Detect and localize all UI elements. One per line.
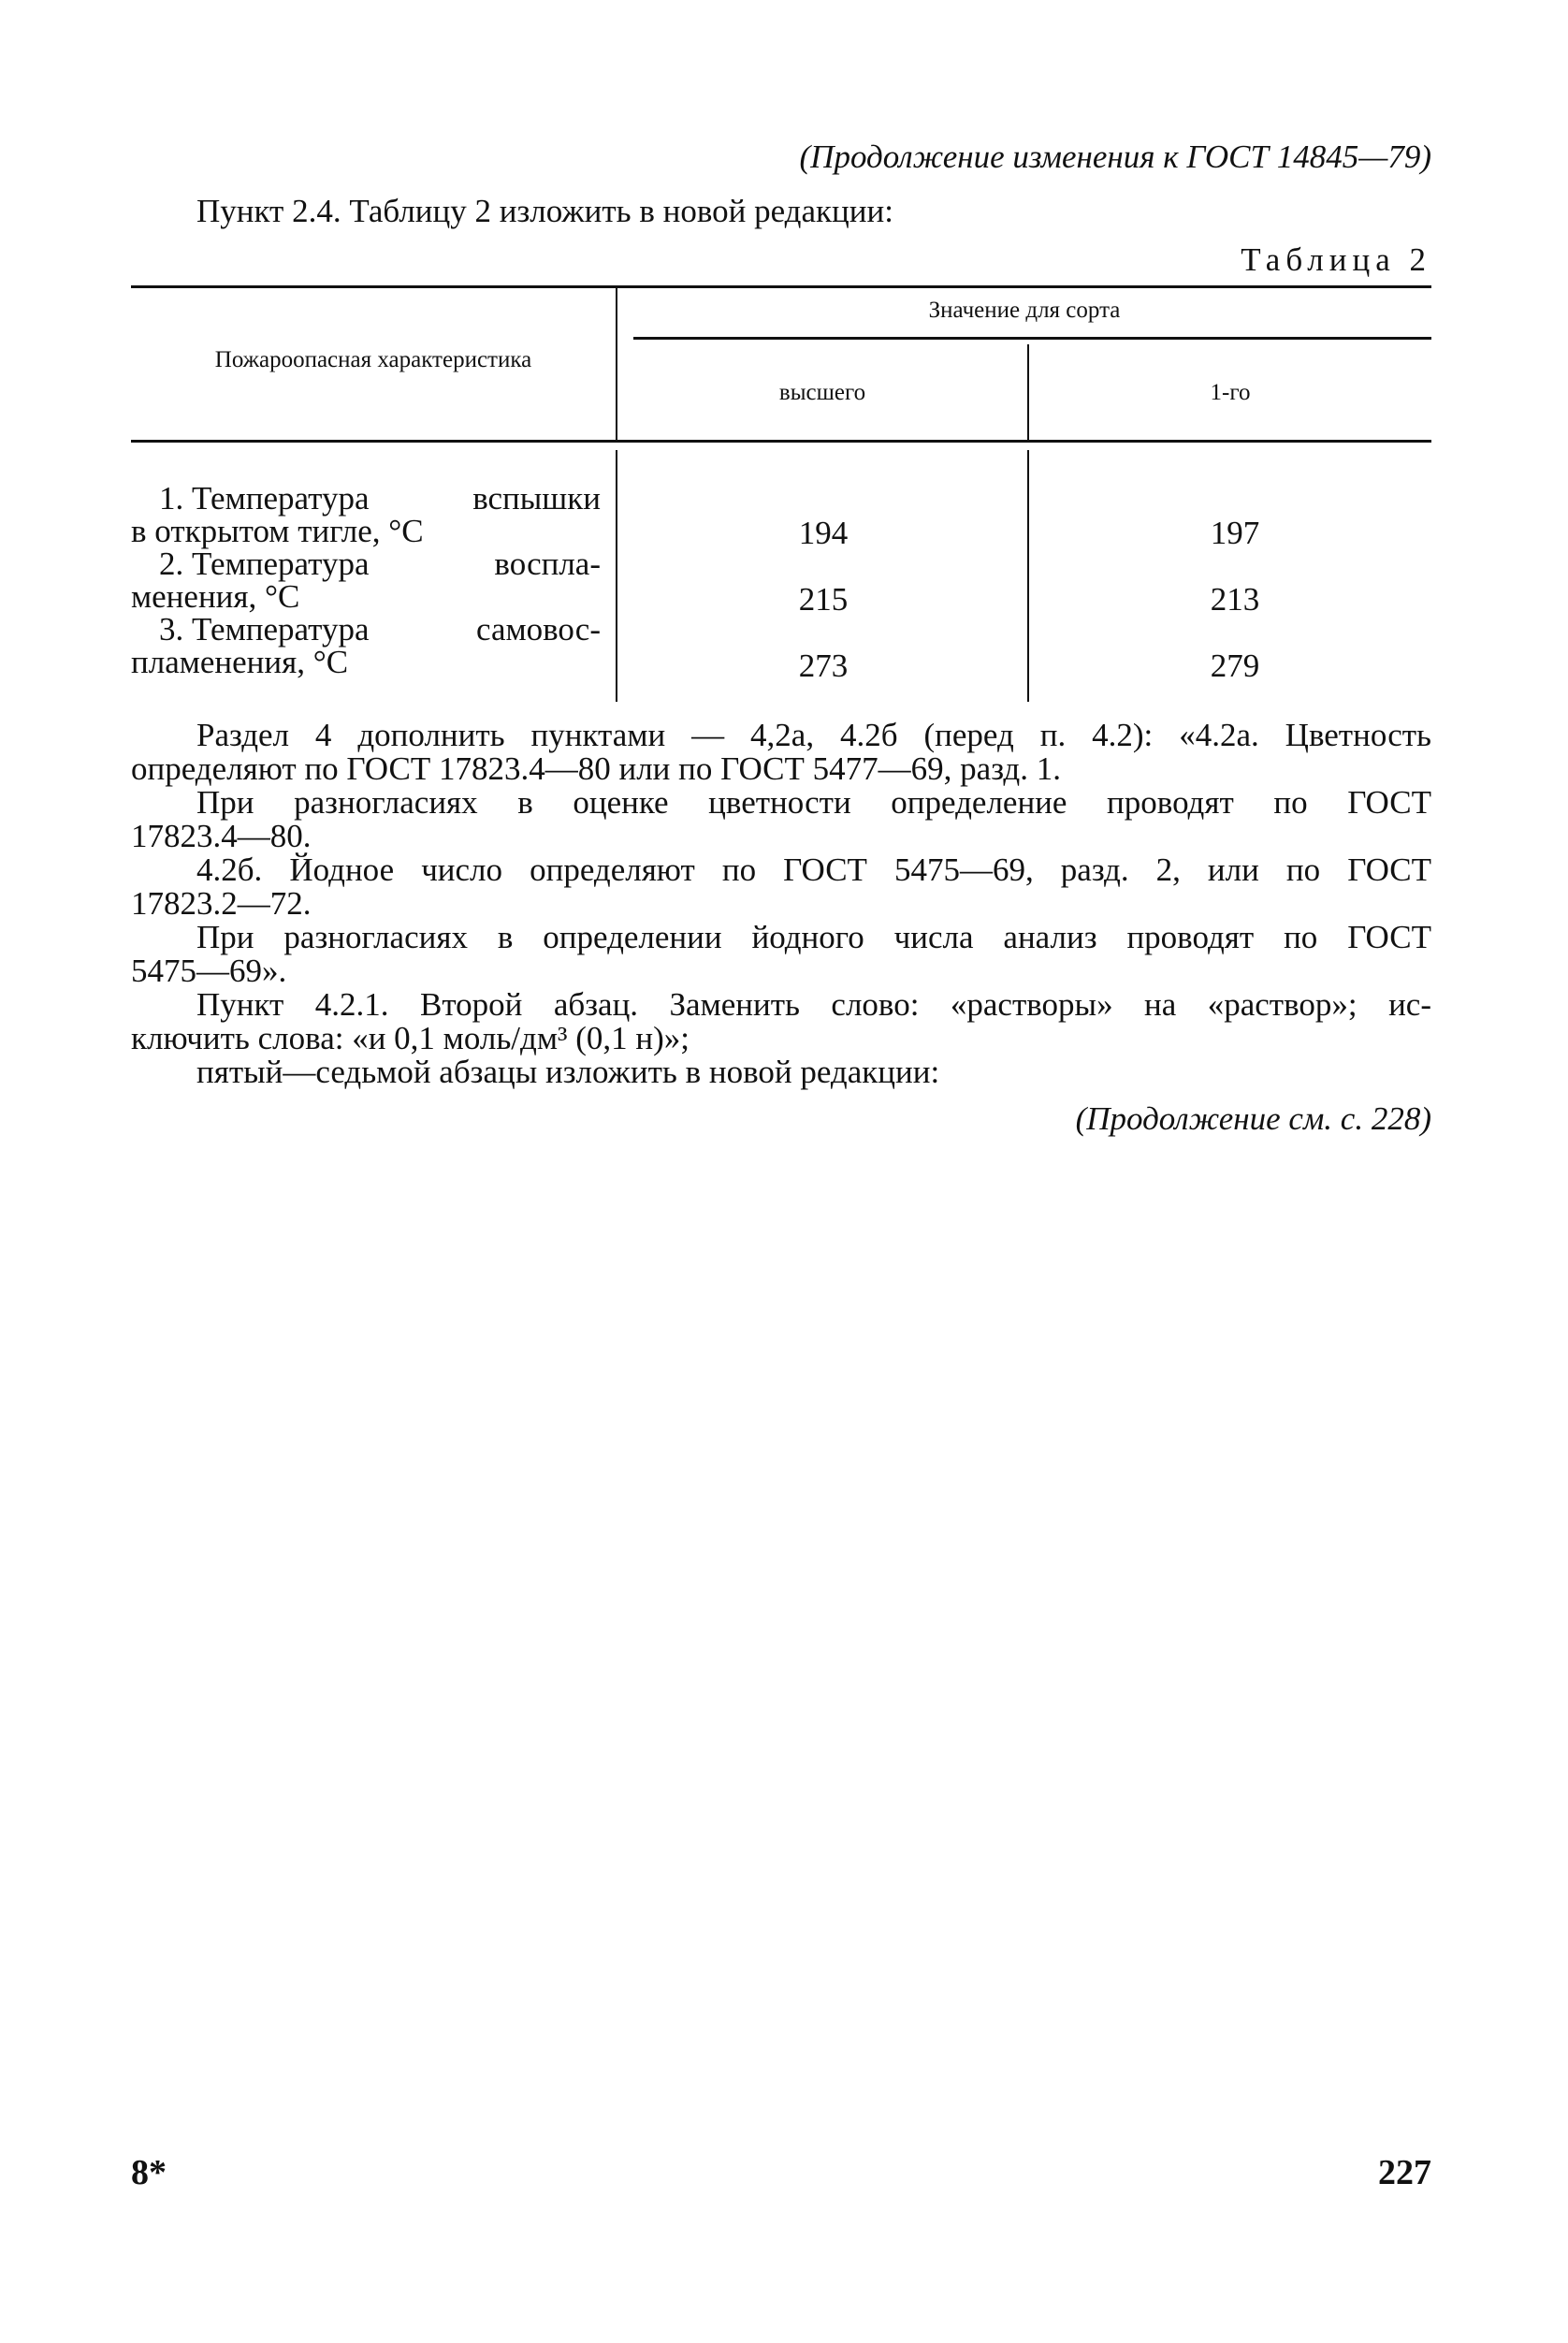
row-2-label-end: воспла-: [494, 546, 601, 582]
continuation-note: (Продолжение см. с. 228): [1075, 1100, 1431, 1137]
row-3-label-end: самовос-: [476, 611, 601, 648]
row-1-label-end: вспышки: [472, 480, 601, 517]
col-divider-2-body: [1027, 450, 1029, 702]
row-2-label-cont: менения, °С: [131, 578, 300, 615]
body-line-5: 4.2б. Йодное число определяют по ГОСТ 5475—69, разд. 2, или по ГОСТ: [196, 851, 1431, 888]
group-header-rule: [633, 337, 1431, 340]
row-1-label-start: 1. Температура: [159, 480, 370, 517]
row-3-label-cont: пламенения, °С: [131, 644, 349, 680]
header-group-value: Значение для сорта: [928, 298, 1121, 323]
page-number: 227: [1378, 2153, 1431, 2192]
body-line-2: определяют по ГОСТ 17823.4—80 или по ГОСТ 5477—69, разд. 1.: [131, 750, 1061, 787]
body-line-10: ключить слова: «и 0,1 моль/дм³ (0,1 н)»;: [131, 1020, 690, 1056]
body-line-9: Пункт 4.2.1. Второй абзац. Заменить слово: «растворы» на «раствор»; ис-: [196, 986, 1431, 1023]
header-grade-first: 1-го: [1210, 380, 1251, 405]
header-continuation: (Продолжение изменения к ГОСТ 14845—79): [799, 138, 1431, 175]
row-1-value-first: 197: [1210, 515, 1260, 551]
header-bottom-rule: [131, 440, 1431, 443]
body-line-11: пятый—седьмой абзацы изложить в новой редакции:: [196, 1054, 940, 1090]
body-line-7: При разногласиях в определении йодного числа анализ проводят по ГОСТ: [196, 919, 1431, 955]
row-1-label-cont: в открытом тигле, °С: [131, 513, 424, 549]
header-grade-highest: высшего: [778, 380, 866, 405]
row-3-value-first: 279: [1210, 648, 1260, 684]
header-characteristic: Пожароопасная характеристика: [214, 347, 532, 372]
body-line-6: 17823.2—72.: [131, 885, 312, 922]
row-3-label-start: 3. Температура: [159, 611, 370, 648]
row-2-value-highest: 215: [798, 581, 849, 618]
body-line-8: 5475—69».: [131, 953, 287, 989]
table-caption: Таблица 2: [1241, 241, 1431, 278]
row-1-value-highest: 194: [798, 515, 849, 551]
footer-mark: 8*: [131, 2153, 167, 2192]
row-3-value-highest: 273: [798, 648, 849, 684]
data-table: [131, 285, 1431, 702]
body-line-1: Раздел 4 дополнить пунктами — 4,2а, 4.2б (перед п. 4.2): «4.2а. Цветность: [196, 717, 1431, 753]
col-divider-1-body: [616, 450, 617, 702]
body-line-4: 17823.4—80.: [131, 818, 312, 854]
body-line-3: При разногласиях в оценке цветности определение проводят по ГОСТ: [196, 784, 1431, 821]
row-2-value-first: 213: [1210, 581, 1260, 618]
intro-text: Пункт 2.4. Таблицу 2 изложить в новой редакции:: [196, 193, 893, 229]
row-2-label-start: 2. Температура: [159, 546, 370, 582]
table-top-rule: [131, 285, 1431, 288]
